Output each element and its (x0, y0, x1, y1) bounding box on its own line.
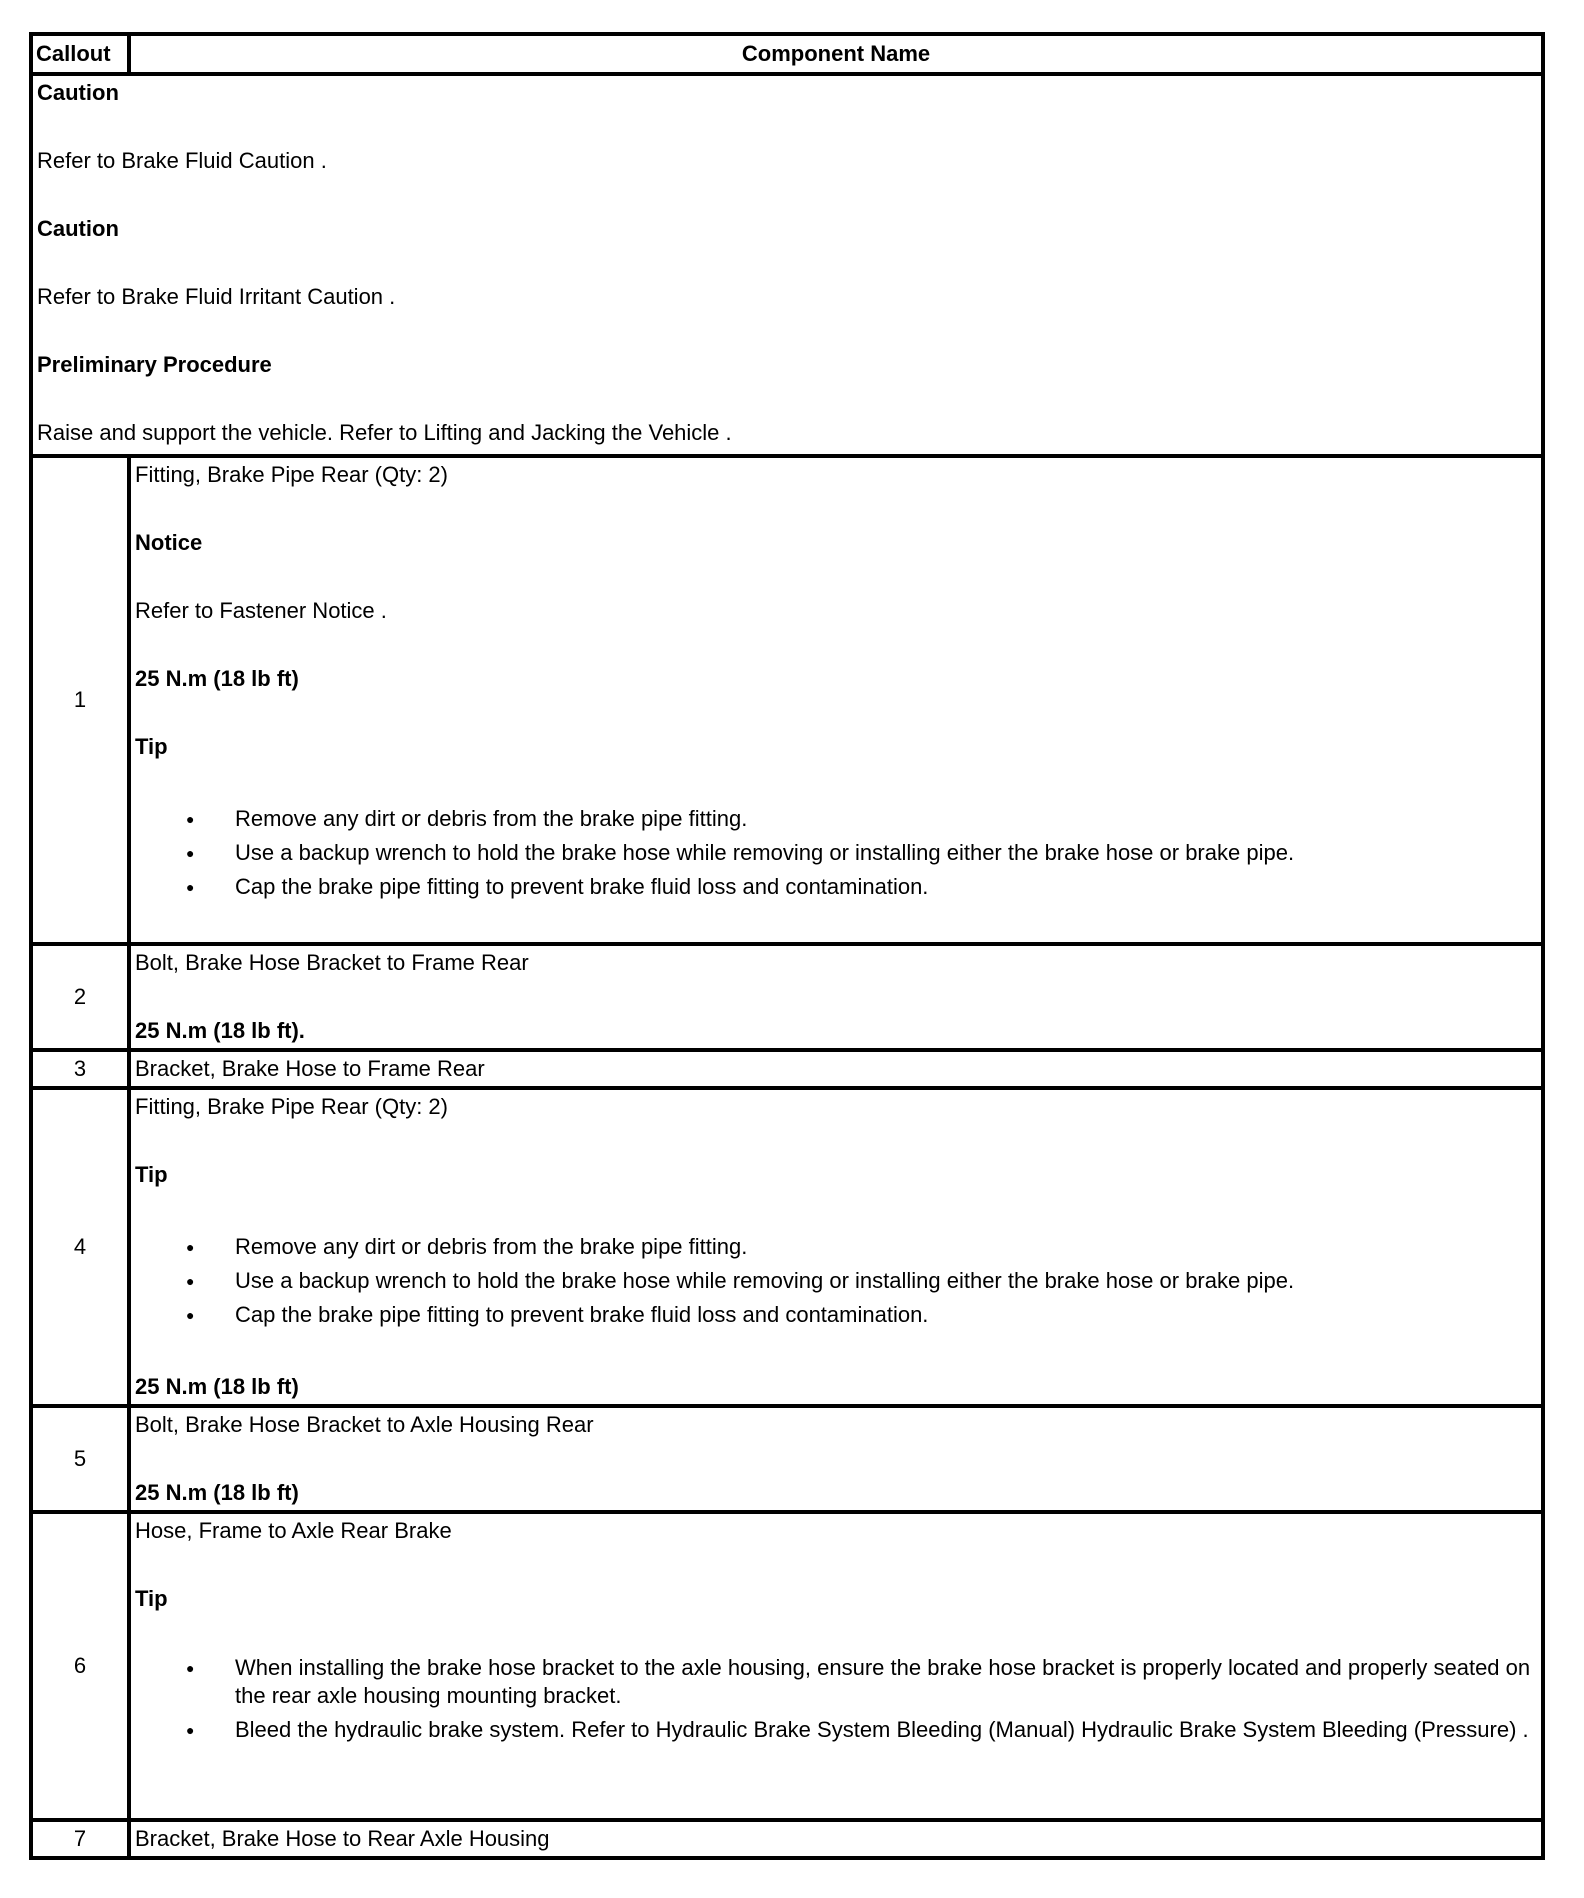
notice-title: Notice (135, 530, 203, 555)
torque-spec: 25 N.m (18 lb ft). (135, 1018, 305, 1043)
component-cell (129, 456, 1543, 944)
table-row (31, 456, 1543, 944)
caution-title: Caution (37, 80, 119, 105)
tip-title: Tip (135, 1586, 168, 1611)
caution-text: Refer to Brake Fluid Caution . (37, 148, 327, 173)
table-row (31, 1050, 1543, 1088)
table-row (31, 1820, 1543, 1858)
component-name: Hose, Frame to Axle Rear Brake (135, 1518, 452, 1543)
preliminary-text: Raise and support the vehicle. Refer to Lifting and Jacking the Vehicle . (37, 420, 732, 445)
component-cell (129, 1820, 1543, 1858)
callout-number: 7 (31, 1820, 129, 1858)
component-name: Bracket, Brake Hose to Frame Rear (135, 1056, 485, 1081)
tip-list (135, 802, 1537, 904)
preliminary-title: Preliminary Procedure (37, 352, 272, 377)
tip-item: ● Bleed the hydraulic brake system. Refer to Hydraulic Brake System Bleeding (Manual) Hydraulic Brake System Bleeding (Pressure) . (135, 1716, 1537, 1744)
table-row (31, 1512, 1543, 1820)
component-name: Bolt, Brake Hose Bracket to Axle Housing Rear (135, 1412, 594, 1437)
component-cell (129, 944, 1543, 1050)
tip-item: ● Cap the brake pipe fitting to prevent brake fluid loss and contamination. (135, 870, 1537, 904)
component-cell (129, 1088, 1543, 1406)
component-header: Component Name (129, 34, 1543, 74)
component-cell (129, 1406, 1543, 1512)
callout-number: 5 (31, 1406, 129, 1512)
component-cell (129, 1512, 1543, 1820)
callout-number: 2 (31, 944, 129, 1050)
component-name: Fitting, Brake Pipe Rear (Qty: 2) (135, 1094, 448, 1119)
header-row (31, 34, 1543, 74)
component-cell (129, 1050, 1543, 1088)
tip-list (135, 1230, 1537, 1332)
callout-header: Callout (31, 34, 129, 74)
callout-number: 6 (31, 1512, 129, 1820)
torque-spec: 25 N.m (18 lb ft) (135, 1480, 299, 1505)
caution-text: Refer to Brake Fluid Irritant Caution . (37, 284, 396, 309)
component-name: Fitting, Brake Pipe Rear (Qty: 2) (135, 462, 448, 487)
tip-item: ● Use a backup wrench to hold the brake hose while removing or installing either the brake hose or brake pipe. (135, 1264, 1537, 1298)
tip-item: ● Cap the brake pipe fitting to prevent brake fluid loss and contamination. (135, 1298, 1537, 1332)
callout-number: 3 (31, 1050, 129, 1088)
torque-spec: 25 N.m (18 lb ft) (135, 666, 299, 691)
tip-title: Tip (135, 734, 168, 759)
tip-title: Tip (135, 1162, 168, 1187)
tip-item: ● Use a backup wrench to hold the brake hose while removing or installing either the brake hose or brake pipe. (135, 836, 1537, 870)
torque-spec: 25 N.m (18 lb ft) (135, 1374, 299, 1399)
component-table (29, 32, 1545, 1860)
component-name: Bracket, Brake Hose to Rear Axle Housing (135, 1826, 550, 1851)
table-row (31, 1406, 1543, 1512)
callout-number: 1 (31, 456, 129, 944)
tip-item: ● When installing the brake hose bracket to the axle housing, ensure the brake hose bracket is properly located and properly seated on the rear axle housing mounting bracket. (135, 1654, 1537, 1716)
tip-list (135, 1654, 1537, 1744)
tip-item: ● Remove any dirt or debris from the brake pipe fitting. (135, 1230, 1537, 1264)
table-row (31, 1088, 1543, 1406)
caution-title: Caution (37, 216, 119, 241)
notice-text: Refer to Fastener Notice . (135, 598, 387, 623)
preface-cell (31, 74, 1543, 456)
component-name: Bolt, Brake Hose Bracket to Frame Rear (135, 950, 529, 975)
preface-row (31, 74, 1543, 456)
callout-number: 4 (31, 1088, 129, 1406)
tip-item: ● Remove any dirt or debris from the brake pipe fitting. (135, 802, 1537, 836)
table-row (31, 944, 1543, 1050)
